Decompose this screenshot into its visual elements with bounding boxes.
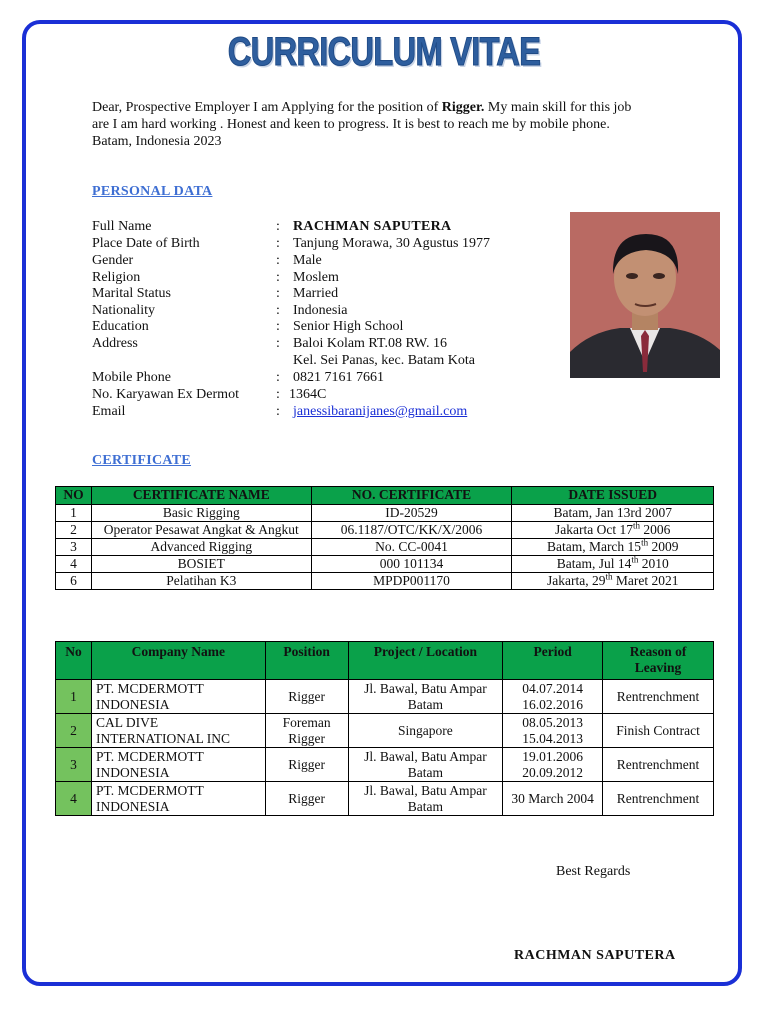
pd-label: Gender (92, 253, 134, 268)
pd-value: 0821 7161 7661 (293, 370, 384, 385)
pd-value: Male (293, 253, 322, 268)
certificate-header-row (56, 487, 714, 505)
work-experience-table (55, 641, 714, 816)
document-title: CURRICULUM VITAE (227, 30, 541, 74)
pd-colon: : (276, 336, 280, 351)
pd-label: Mobile Phone (92, 370, 171, 385)
pd-value: Married (293, 286, 339, 301)
cell-date-issued: Batam, March 15th 2009 (512, 539, 714, 556)
col-header-date-issued: DATE ISSUED (512, 487, 714, 505)
cell-no: 2 (56, 714, 92, 748)
cell-position: Rigger (265, 782, 348, 816)
intro-text: My main skill for this job (484, 100, 632, 115)
col-header-period: Period (503, 642, 603, 680)
intro-line-1 (92, 99, 712, 116)
table-row (56, 748, 714, 782)
cell-no: 3 (56, 539, 92, 556)
table-row (56, 556, 714, 573)
cell-no: 3 (56, 748, 92, 782)
cell-no: 4 (56, 782, 92, 816)
cell-period: 04.07.2014 16.02.2016 (503, 680, 603, 714)
pd-colon: : (276, 236, 280, 251)
certificate-heading: CERTIFICATE (92, 453, 192, 468)
col-header-no: No (56, 642, 92, 680)
cell-location: Jl. Bawal, Batu Ampar Batam (348, 748, 503, 782)
cell-cert-name: Pelatihan K3 (91, 573, 311, 590)
pd-label: Email (92, 404, 126, 419)
pd-colon: : (276, 319, 280, 334)
pd-colon: : (276, 219, 280, 234)
cell-reason: Rentrenchment (603, 782, 714, 816)
pd-colon: : (276, 404, 280, 419)
profile-photo-illustration (570, 212, 720, 378)
cell-period: 30 March 2004 (503, 782, 603, 816)
cell-company: PT. MCDERMOTT INDONESIA (91, 782, 265, 816)
cell-no: 2 (56, 522, 92, 539)
cell-location: Singapore (348, 714, 503, 748)
pd-value-full-name: RACHMAN SAPUTERA (293, 219, 452, 234)
pd-label: Address (92, 336, 138, 351)
pd-colon: : (276, 270, 280, 285)
email-link[interactable]: janessibaranijanes@gmail.com (293, 404, 468, 419)
cell-no: 4 (56, 556, 92, 573)
table-row (56, 505, 714, 522)
profile-photo (570, 212, 720, 378)
cell-reason: Finish Contract (603, 714, 714, 748)
cell-location: Jl. Bawal, Batu Ampar Batam (348, 782, 503, 816)
cell-company: PT. MCDERMOTT INDONESIA (91, 680, 265, 714)
col-header-cert-no: NO. CERTIFICATE (311, 487, 512, 505)
intro-line-2: are I am hard working . Honest and keen to progress. It is best to reach me by mobile phone. (92, 117, 610, 132)
table-row (56, 539, 714, 556)
cell-cert-no: MPDP001170 (311, 573, 512, 590)
pd-label: Place Date of Birth (92, 236, 200, 251)
pd-value: Senior High School (293, 319, 404, 334)
table-row (56, 782, 714, 816)
cell-position: Rigger (265, 748, 348, 782)
col-header-reason: Reason of Leaving (603, 642, 714, 680)
table-row (56, 522, 714, 539)
closing-regards: Best Regards (556, 864, 631, 879)
col-header-cert-name: CERTIFICATE NAME (91, 487, 311, 505)
col-header-no: NO (56, 487, 92, 505)
pd-value: Tanjung Morawa, 30 Agustus 1977 (293, 236, 490, 251)
cell-reason: Rentrenchment (603, 680, 714, 714)
pd-colon: : (276, 303, 280, 318)
cell-company: PT. MCDERMOTT INDONESIA (91, 748, 265, 782)
work-header-row (56, 642, 714, 680)
personal-data-heading: PERSONAL DATA (92, 184, 213, 199)
certificate-table (55, 486, 714, 590)
intro-line-3: Batam, Indonesia 2023 (92, 134, 222, 149)
pd-label: Full Name (92, 219, 152, 234)
cell-cert-no: 000 101134 (311, 556, 512, 573)
col-header-location: Project / Location (348, 642, 503, 680)
pd-value: 1364C (289, 387, 327, 402)
cell-cert-name: Basic Rigging (91, 505, 311, 522)
pd-label: Marital Status (92, 286, 171, 301)
cell-date-issued: Jakarta, 29th Maret 2021 (512, 573, 714, 590)
cell-cert-name: BOSIET (91, 556, 311, 573)
pd-value: Kel. Sei Panas, kec. Batam Kota (293, 353, 475, 368)
pd-colon: : (276, 370, 280, 385)
pd-label: Nationality (92, 303, 155, 318)
signature-name: RACHMAN SAPUTERA (514, 948, 676, 963)
pd-colon: : (276, 286, 280, 301)
col-header-company: Company Name (91, 642, 265, 680)
cell-position: Rigger (265, 680, 348, 714)
cell-period: 08.05.2013 15.04.2013 (503, 714, 603, 748)
intro-position: Rigger. (441, 100, 485, 115)
pd-label: Religion (92, 270, 141, 285)
cell-reason: Rentrenchment (603, 748, 714, 782)
cell-cert-name: Advanced Rigging (91, 539, 311, 556)
table-row (56, 680, 714, 714)
cell-period: 19.01.2006 20.09.2012 (503, 748, 603, 782)
col-header-position: Position (265, 642, 348, 680)
cell-date-issued: Jakarta Oct 17th 2006 (512, 522, 714, 539)
cell-cert-no: 06.1187/OTC/KK/X/2006 (311, 522, 512, 539)
cell-no: 1 (56, 680, 92, 714)
cell-no: 1 (56, 505, 92, 522)
table-row (56, 714, 714, 748)
cell-company: CAL DIVE INTERNATIONAL INC (91, 714, 265, 748)
pd-value: Moslem (293, 270, 339, 285)
cell-position: Foreman Rigger (265, 714, 348, 748)
pd-value: Baloi Kolam RT.08 RW. 16 (293, 336, 447, 351)
cell-cert-no: ID-20529 (311, 505, 512, 522)
cell-date-issued: Batam, Jul 14th 2010 (512, 556, 714, 573)
intro-text: Dear, Prospective Employer I am Applying for the position of (92, 100, 442, 115)
table-row (56, 573, 714, 590)
cell-no: 6 (56, 573, 92, 590)
cell-cert-name: Operator Pesawat Angkat & Angkut (91, 522, 311, 539)
cell-date-issued: Batam, Jan 13rd 2007 (512, 505, 714, 522)
pd-colon: : (276, 253, 280, 268)
pd-colon: : (276, 387, 280, 402)
pd-label: No. Karyawan Ex Dermot (92, 387, 239, 402)
pd-value: Indonesia (293, 303, 348, 318)
pd-label: Education (92, 319, 149, 334)
intro-paragraph (92, 99, 712, 150)
cell-cert-no: No. CC-0041 (311, 539, 512, 556)
cell-location: Jl. Bawal, Batu Ampar Batam (348, 680, 503, 714)
